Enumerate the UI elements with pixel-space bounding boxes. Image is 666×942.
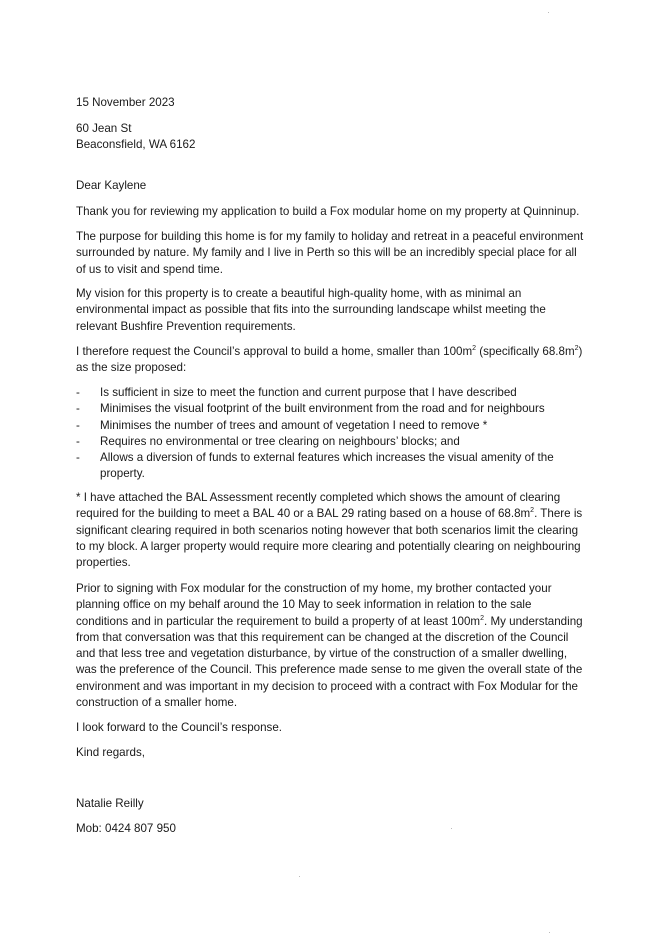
request-text-a: I therefore request the Council’s approval to build a home, smaller than 100m bbox=[76, 345, 473, 358]
sender-address bbox=[76, 121, 586, 154]
bullet-dash: - bbox=[76, 418, 80, 432]
closing: Kind regards, bbox=[76, 746, 145, 759]
request-text-b: (specifically 68.8m bbox=[476, 345, 575, 358]
reasons-list bbox=[76, 385, 586, 483]
superscript-2: 2 bbox=[574, 345, 579, 353]
bullet-dash: - bbox=[76, 402, 80, 416]
paragraph-bal-note: * I have attached the BAL Assessment recently completed which shows the amount of clearing required for the building to meet a BAL 40 or a BAL 29 rating based on a house of $68.8m^2$. There is significant clearing required in both scenarios noting however that both scenarios limit the clearing to my block. A larger property would require more clearing and potentially clearing on neighbouring properties. bbox=[76, 491, 583, 570]
paragraph-vision: My vision for this property is to create a beautiful high-quality home, with as minimal an environmental impact as possible that fits into the surrounding landscape whilst meeting the relevant Bushfire Prevention requirements. bbox=[76, 287, 546, 333]
paragraph-intro: Thank you for reviewing my application to build a Fox modular home on my property at Quinninup. bbox=[76, 205, 580, 218]
paragraph-request bbox=[76, 344, 586, 377]
list-item: - Allows a diversion of funds to external features which increases the visual amenity of the property. bbox=[76, 451, 554, 481]
superscript-2: 2 bbox=[480, 614, 484, 622]
paragraph-history: Prior to signing with Fox modular for the construction of my home, my brother contacted your planning office on my behalf around the 10 May to seek information in relation to the sale conditions and in particular the requirement to build a property of at least $100m^2$. My understanding from that conversation was that this requirement can be changed at the discretion of the Council and that less tree and vegetation disturbance, by virtue of the construction of a smaller dwelling, was the preference of the Council. This preference made sense to me given the overall state of the environment and was important in my decision to proceed with a contract with Fox Modular for the construction of a smaller home. bbox=[76, 582, 583, 710]
scan-speck bbox=[451, 828, 452, 829]
request-text-c: ) bbox=[578, 345, 583, 358]
bullet-dash: - bbox=[76, 451, 80, 465]
list-item: - Requires no environmental or tree clearing on neighbours’ blocks; and bbox=[76, 434, 586, 450]
address-line-2: Beaconsfield, WA 6162 bbox=[76, 138, 196, 152]
superscript-2: 2 bbox=[472, 345, 477, 353]
list-item: - Minimises the number of trees and amount of vegetation I need to remove * bbox=[76, 418, 586, 434]
paragraph-closing-remark: I look forward to the Council’s response. bbox=[76, 721, 283, 734]
scan-speck bbox=[548, 12, 549, 13]
letter-date: 15 November 2023 bbox=[76, 96, 175, 109]
paragraph-purpose: The purpose for building this home is for my family to holiday and retreat in a peaceful environment surrounded by nature. My family and I live in Perth so this will be an incredibly special place for all of us to visit and spend time. bbox=[76, 230, 584, 276]
scan-speck bbox=[299, 876, 300, 877]
salutation: Dear Kaylene bbox=[76, 179, 147, 192]
request-text-d: as the size proposed: bbox=[76, 361, 187, 375]
address-line-1: 60 Jean St bbox=[76, 122, 132, 135]
list-item: - Minimises the visual footprint of the built environment from the road and for neighbours bbox=[76, 401, 586, 417]
bullet-dash: - bbox=[76, 434, 80, 448]
bullet-dash: - bbox=[76, 386, 80, 399]
signatory-name: Natalie Reilly bbox=[76, 797, 144, 810]
scan-speck bbox=[549, 932, 550, 933]
list-item: - Is sufficient in size to meet the function and current purpose that I have described bbox=[76, 385, 586, 401]
signatory-mobile: Mob: 0424 807 950 bbox=[76, 822, 176, 835]
superscript-2: 2 bbox=[530, 507, 535, 515]
